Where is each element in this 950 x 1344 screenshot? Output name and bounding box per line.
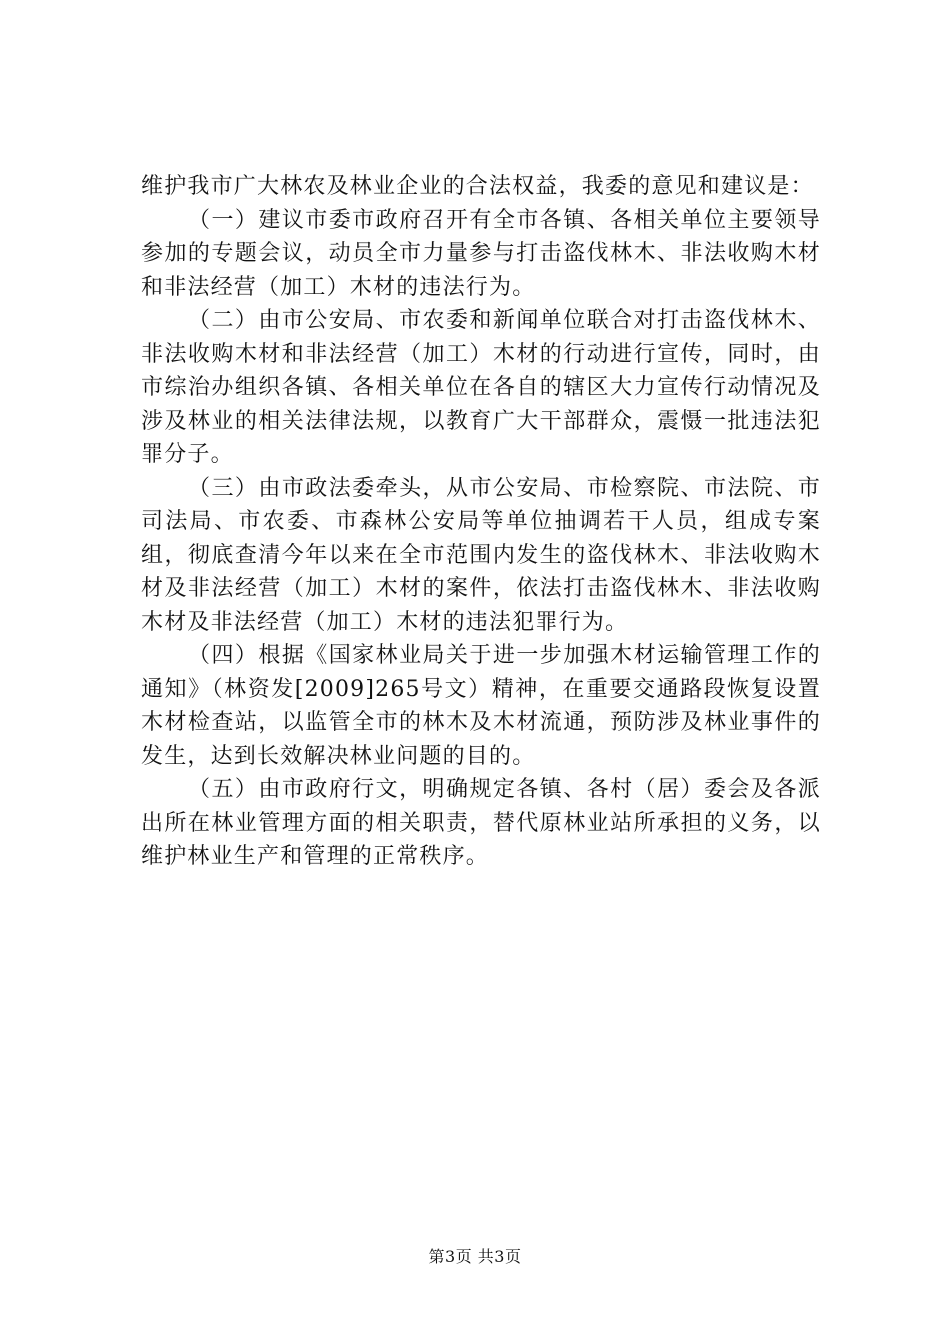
page-footer xyxy=(0,1244,950,1267)
paragraph-4: （四）根据《国家林业局关于进一步加强木材运输管理工作的通知》（林资发[2009]265号文）精神，在重要交通路段恢复设置木材检查站，以监管全市的林木及木材流通，预防涉及林业事件的发生，达到长效解决林业问题的目的。 xyxy=(141,643,821,769)
page-number-label: 第3页 共3页 xyxy=(428,1247,522,1266)
paragraph-2: （二）由市公安局、市农委和新闻单位联合对打击盗伐林木、非法收购木材和非法经营（加工）木材的行动进行宣传，同时，由市综治办组织各镇、各相关单位在各自的辖区大力宣传行动情况及涉及林业的相关法律法规，以教育广大干部群众，震慑一批违法犯罪分子。 xyxy=(141,308,821,467)
lead-paragraph: 维护我市广大林农及林业企业的合法权益，我委的意见和建议是： xyxy=(141,174,814,199)
paragraph-5: （五）由市政府行文，明确规定各镇、各村（居）委会及各派出所在林业管理方面的相关职责，替代原林业站所承担的义务，以维护林业生产和管理的正常秩序。 xyxy=(141,777,821,869)
document-body xyxy=(141,170,821,874)
paragraph-1: （一）建议市委市政府召开有全市各镇、各相关单位主要领导参加的专题会议，动员全市力量参与打击盗伐林木、非法收购木材和非法经营（加工）木材的违法行为。 xyxy=(141,207,821,300)
paragraph-3: （三）由市政法委牵头，从市公安局、市检察院、市法院、市司法局、市农委、市森林公安局等单位抽调若干人员，组成专案组，彻底查清今年以来在全市范围内发生的盗伐林木、非法收购木材及非法经营（加工）木材的案件，依法打击盗伐林木、非法收购木材及非法经营（加工）木材的违法犯罪行为。 xyxy=(141,475,821,635)
